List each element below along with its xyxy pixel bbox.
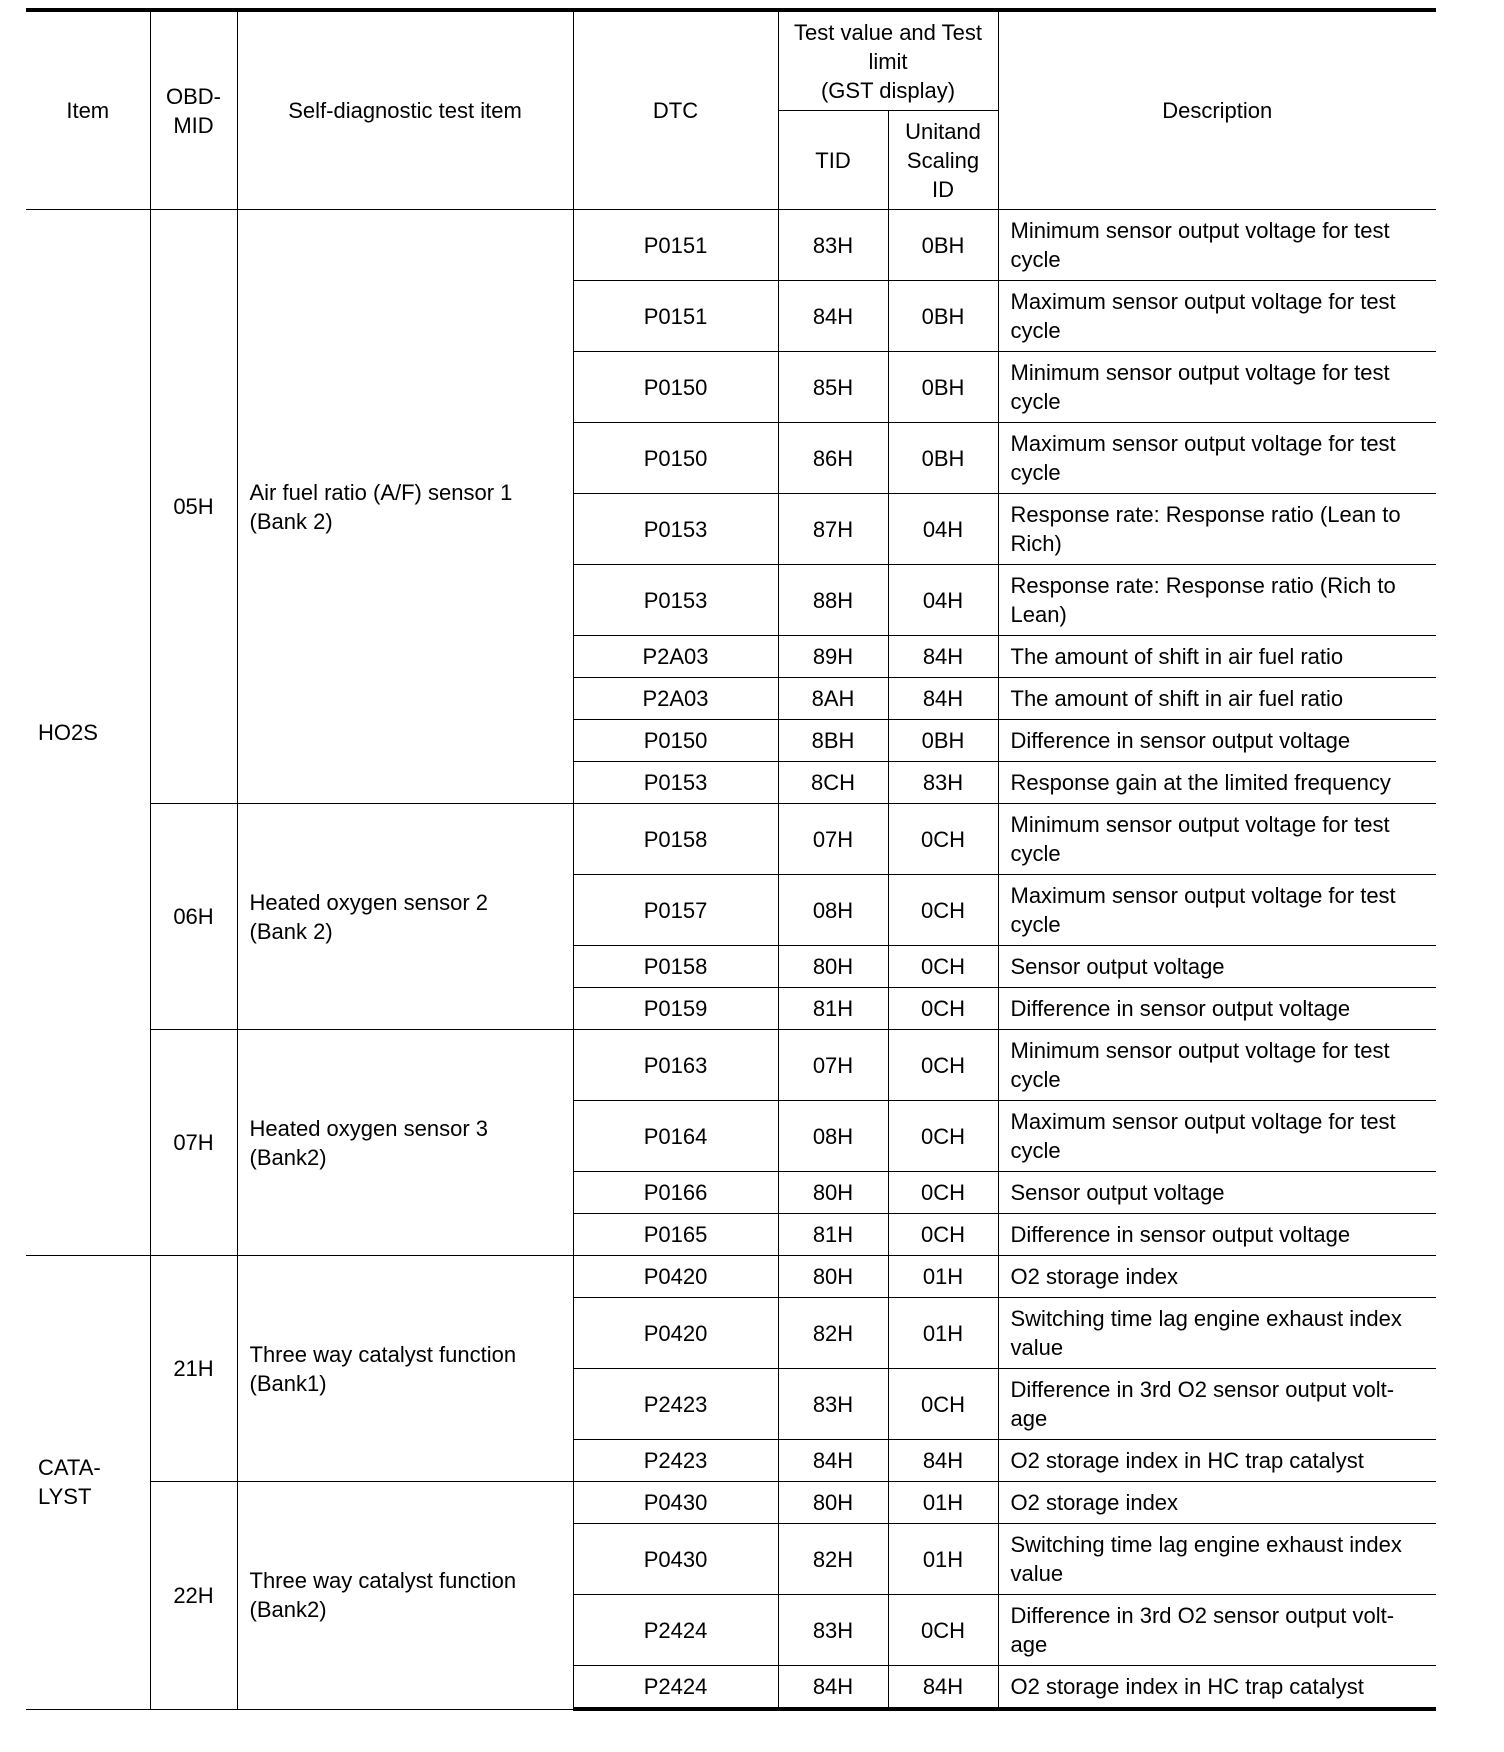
description-cell: Difference in 3rd O2 sensor output volt- age [998,1595,1436,1666]
dtc-cell: P0150 [573,423,778,494]
tid-cell: 84H [778,1666,888,1710]
description-cell: Sensor output voltage [998,1172,1436,1214]
description-cell: Response rate: Response ratio (Lean to Rich) [998,494,1436,565]
description-cell: Difference in sensor output voltage [998,720,1436,762]
unit-scaling-cell: 0CH [888,1214,998,1256]
unit-scaling-cell: 01H [888,1256,998,1298]
dtc-cell: P0151 [573,281,778,352]
description-cell: Difference in sensor output voltage [998,1214,1436,1256]
test-item-label: Three way catalyst function (Bank1) [249,1341,517,1396]
obd-mid-cell: 07H [150,1030,237,1256]
tid-cell: 80H [778,1482,888,1524]
dtc-cell: P2424 [573,1595,778,1666]
dtc-cell: P0164 [573,1101,778,1172]
item-cell [26,1256,150,1710]
dtc-cell: P2424 [573,1666,778,1710]
unit-scaling-cell: 0CH [888,946,998,988]
tid-cell: 84H [778,281,888,352]
dtc-cell: P0420 [573,1298,778,1369]
tid-cell: 89H [778,636,888,678]
tid-cell: 86H [778,423,888,494]
table-row [26,1482,1436,1524]
unit-scaling-cell: 01H [888,1482,998,1524]
item-label: HO2S [38,720,98,745]
dtc-cell: P0153 [573,762,778,804]
description-cell: Maximum sensor output voltage for test cycle [998,281,1436,352]
tid-cell: 80H [778,1256,888,1298]
description-cell: Maximum sensor output voltage for test cycle [998,875,1436,946]
description-cell: Switching time lag engine exhaust index value [998,1524,1436,1595]
tid-cell: 83H [778,1369,888,1440]
dtc-cell: P0150 [573,352,778,423]
description-cell: Difference in sensor output voltage [998,988,1436,1030]
table-row [26,1030,1436,1101]
tid-cell: 8BH [778,720,888,762]
tid-cell: 80H [778,1172,888,1214]
dtc-cell: P0150 [573,720,778,762]
unit-scaling-cell: 83H [888,762,998,804]
dtc-cell: P0430 [573,1524,778,1595]
table-row [26,210,1436,281]
description-cell: Difference in 3rd O2 sensor output volt- age [998,1369,1436,1440]
item-label: CATA- LYST [38,1455,101,1510]
header-dtc: DTC [573,10,778,210]
description-cell: Switching time lag engine exhaust index value [998,1298,1436,1369]
header-obd-mid: OBD- MID [150,10,237,210]
unit-scaling-cell: 04H [888,565,998,636]
unit-scaling-cell: 0BH [888,423,998,494]
unit-scaling-cell: 84H [888,678,998,720]
unit-scaling-cell: 0CH [888,1369,998,1440]
unit-scaling-cell: 04H [888,494,998,565]
dtc-cell: P0166 [573,1172,778,1214]
tid-cell: 8AH [778,678,888,720]
header-test-value: Test value and Test limit (GST display) [778,10,998,111]
test-item-cell [237,210,573,804]
dtc-cell: P0151 [573,210,778,281]
test-item-cell [237,1256,573,1482]
unit-scaling-cell: 84H [888,1666,998,1710]
dtc-cell: P0430 [573,1482,778,1524]
unit-scaling-cell: 0BH [888,281,998,352]
obd-mid-cell: 05H [150,210,237,804]
description-cell: Response gain at the limited frequency [998,762,1436,804]
unit-scaling-cell: 0CH [888,1172,998,1214]
unit-scaling-cell: 84H [888,636,998,678]
header-test-item: Self-diagnostic test item [237,10,573,210]
tid-cell: 08H [778,875,888,946]
tid-cell: 85H [778,352,888,423]
table-row [26,1256,1436,1298]
description-cell: Maximum sensor output voltage for test cycle [998,423,1436,494]
test-item-cell [237,804,573,1030]
unit-scaling-cell: 0CH [888,1030,998,1101]
description-cell: O2 storage index [998,1482,1436,1524]
unit-scaling-cell: 0CH [888,1101,998,1172]
dtc-cell: P0153 [573,494,778,565]
dtc-cell: P0159 [573,988,778,1030]
obd-mid-cell: 22H [150,1482,237,1710]
dtc-cell: P0165 [573,1214,778,1256]
unit-scaling-cell: 0BH [888,720,998,762]
unit-scaling-cell: 01H [888,1524,998,1595]
description-cell: Minimum sensor output voltage for test cycle [998,804,1436,875]
test-item-cell [237,1482,573,1710]
unit-scaling-cell: 0CH [888,804,998,875]
header-row-1 [26,10,1436,111]
test-item-cell [237,1030,573,1256]
test-item-label: Heated oxygen sensor 2 (Bank 2) [249,889,488,944]
dtc-cell: P2423 [573,1369,778,1440]
header-unit-scaling: Unitand Scaling ID [888,111,998,210]
dtc-cell: P2423 [573,1440,778,1482]
description-cell: The amount of shift in air fuel ratio [998,678,1436,720]
description-cell: The amount of shift in air fuel ratio [998,636,1436,678]
description-cell: Maximum sensor output voltage for test cycle [998,1101,1436,1172]
obd-test-table [26,8,1436,1711]
tid-cell: 81H [778,1214,888,1256]
dtc-cell: P0158 [573,804,778,875]
dtc-cell: P0157 [573,875,778,946]
unit-scaling-cell: 0CH [888,875,998,946]
tid-cell: 84H [778,1440,888,1482]
description-cell: Response rate: Response ratio (Rich to Lean) [998,565,1436,636]
unit-scaling-cell: 84H [888,1440,998,1482]
dtc-cell: P0163 [573,1030,778,1101]
tid-cell: 07H [778,1030,888,1101]
tid-cell: 8CH [778,762,888,804]
dtc-cell: P0420 [573,1256,778,1298]
tid-cell: 83H [778,210,888,281]
dtc-cell: P2A03 [573,678,778,720]
item-cell [26,210,150,1256]
header-description: Description [998,10,1436,210]
unit-scaling-cell: 0CH [888,1595,998,1666]
header-tid: TID [778,111,888,210]
tid-cell: 80H [778,946,888,988]
dtc-cell: P0153 [573,565,778,636]
dtc-cell: P0158 [573,946,778,988]
obd-mid-cell: 06H [150,804,237,1030]
description-cell: Minimum sensor output voltage for test cycle [998,210,1436,281]
header-item: Item [26,10,150,210]
tid-cell: 82H [778,1298,888,1369]
tid-cell: 07H [778,804,888,875]
description-cell: Minimum sensor output voltage for test cycle [998,352,1436,423]
tid-cell: 81H [778,988,888,1030]
test-item-label: Three way catalyst function (Bank2) [249,1568,517,1623]
unit-scaling-cell: 01H [888,1298,998,1369]
unit-scaling-cell: 0CH [888,988,998,1030]
description-cell: Sensor output voltage [998,946,1436,988]
tid-cell: 87H [778,494,888,565]
description-cell: O2 storage index in HC trap catalyst [998,1440,1436,1482]
test-item-label: Air fuel ratio (A/F) sensor 1 (Bank 2) [249,479,513,534]
description-cell: Minimum sensor output voltage for test cycle [998,1030,1436,1101]
test-item-label: Heated oxygen sensor 3 (Bank2) [249,1115,488,1170]
tid-cell: 83H [778,1595,888,1666]
unit-scaling-cell: 0BH [888,210,998,281]
tid-cell: 08H [778,1101,888,1172]
description-cell: O2 storage index in HC trap catalyst [998,1666,1436,1710]
tid-cell: 82H [778,1524,888,1595]
unit-scaling-cell: 0BH [888,352,998,423]
description-cell: O2 storage index [998,1256,1436,1298]
table-row [26,804,1436,875]
table-body [26,210,1436,1710]
obd-mid-cell: 21H [150,1256,237,1482]
tid-cell: 88H [778,565,888,636]
dtc-cell: P2A03 [573,636,778,678]
